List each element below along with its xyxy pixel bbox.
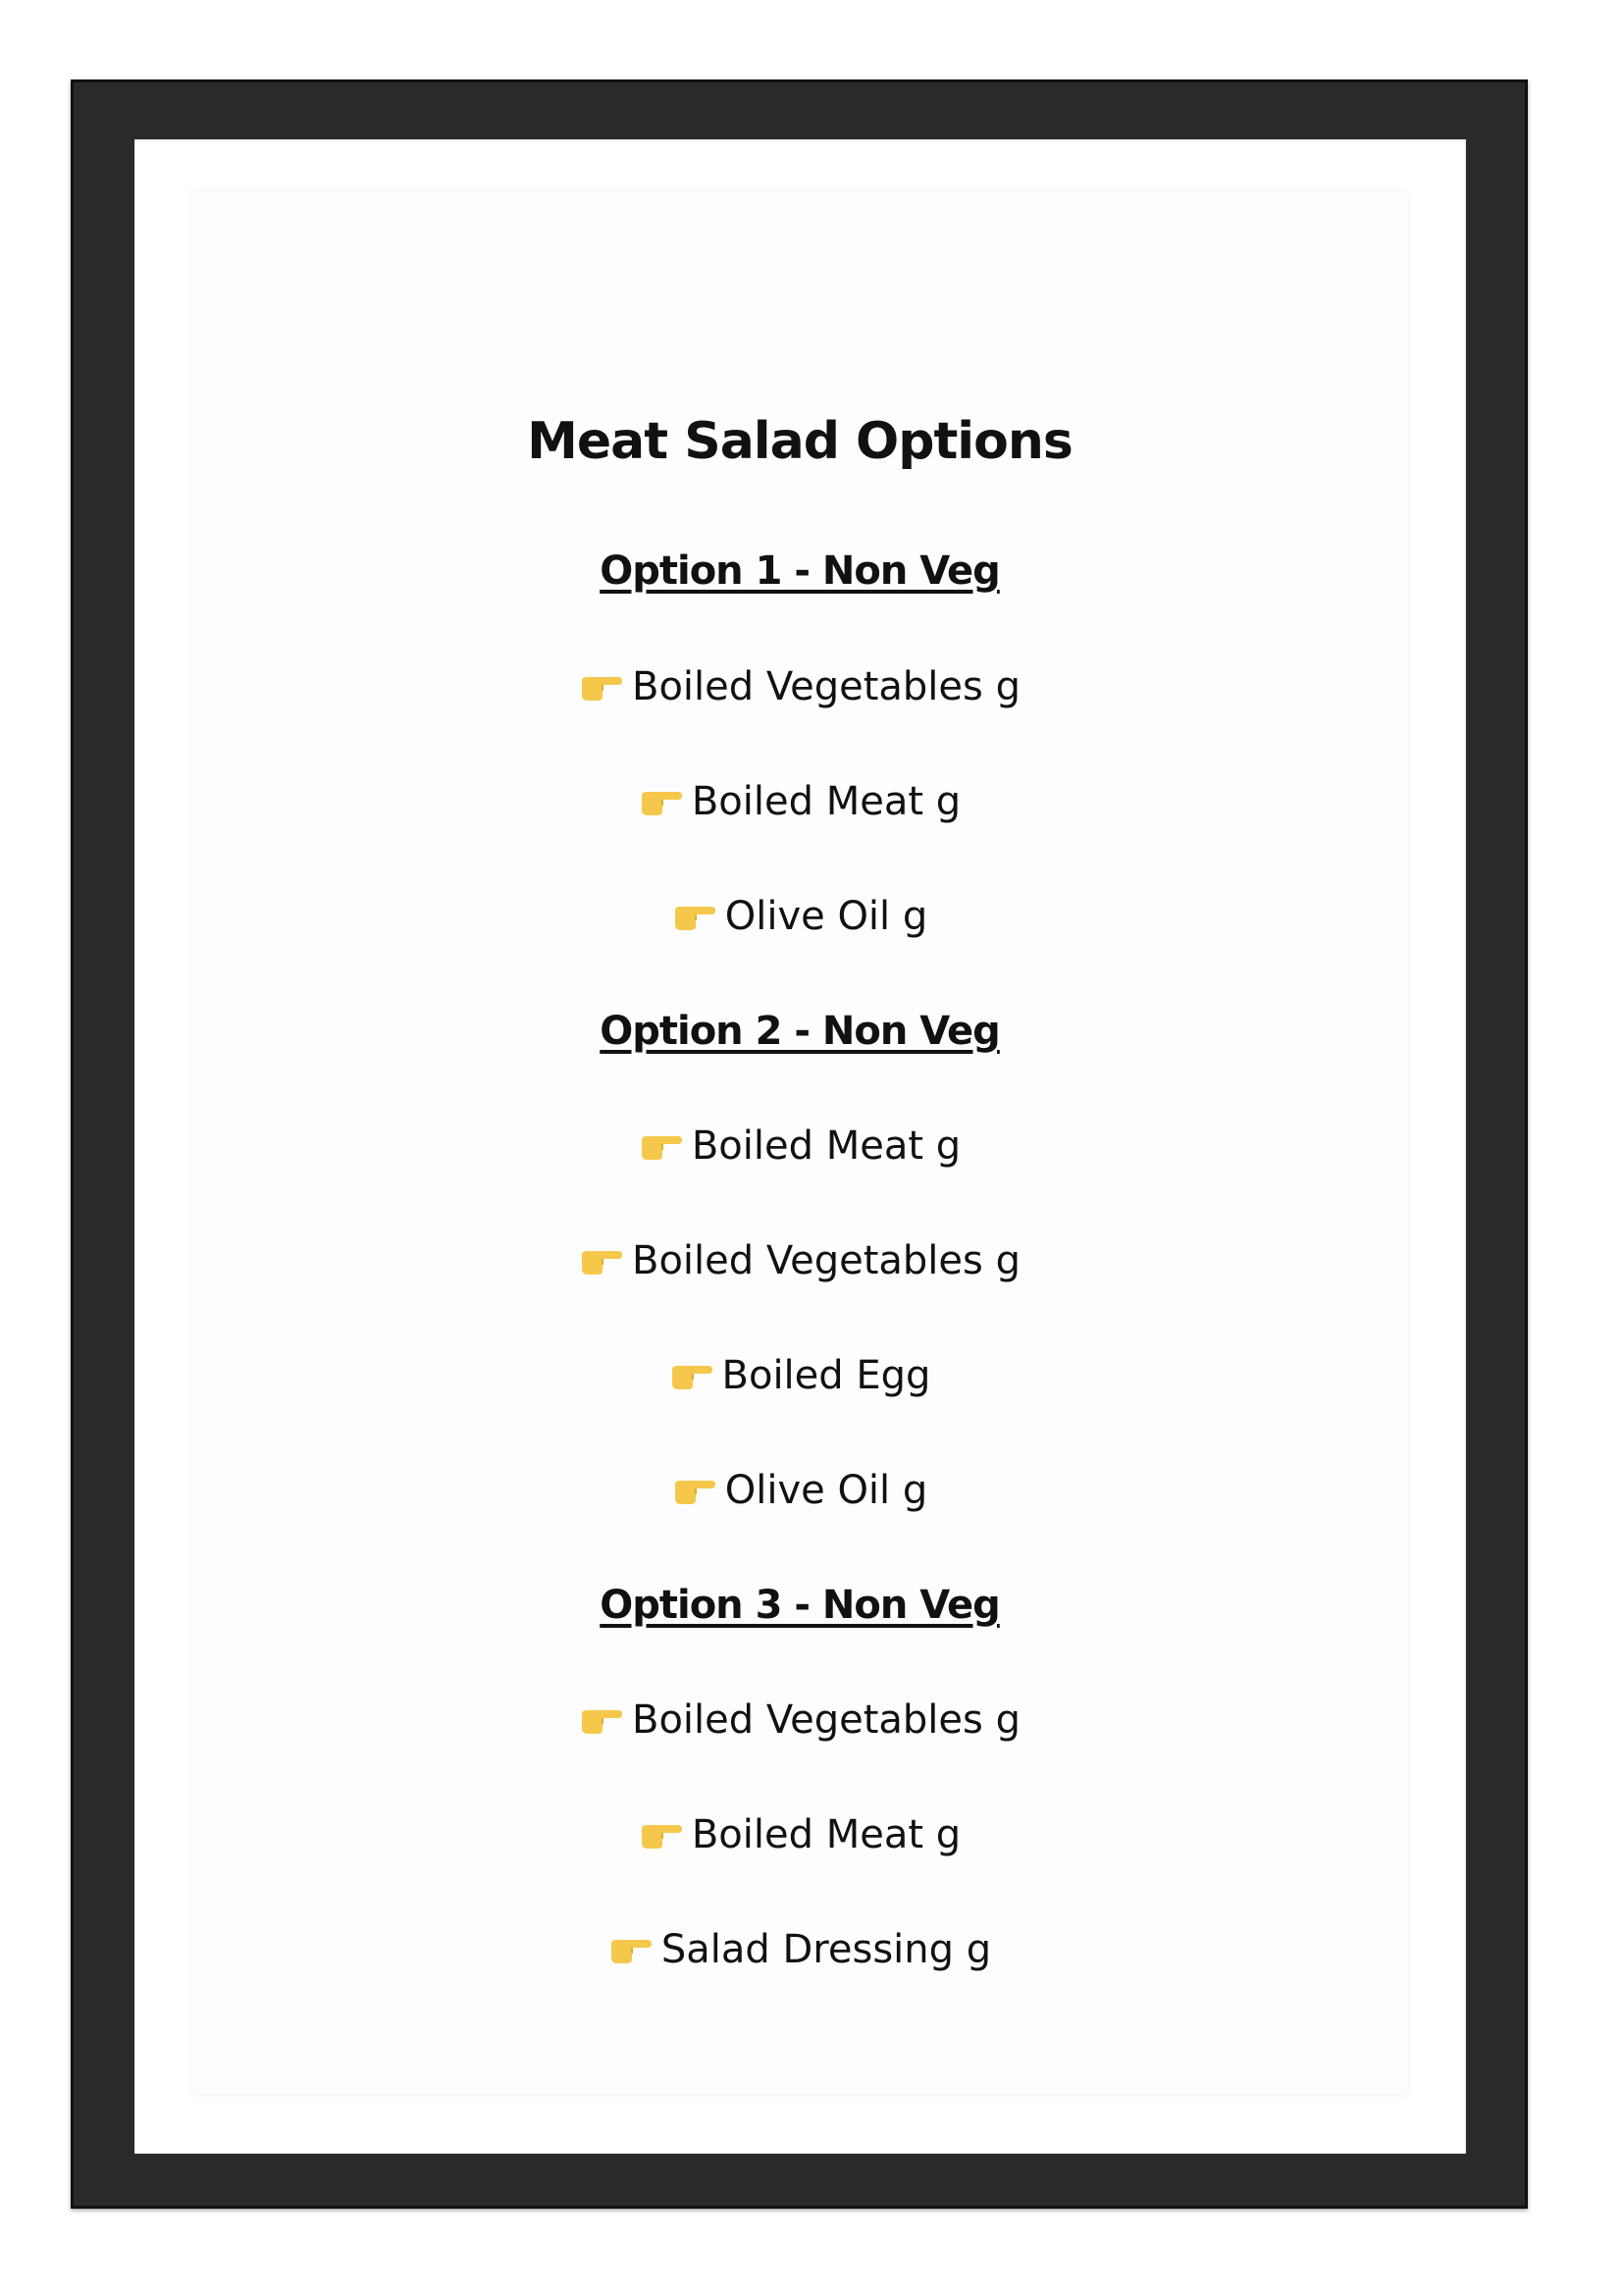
list-item xyxy=(191,1467,1408,1514)
option-2-heading: Option 2 - Non Veg xyxy=(600,1009,1000,1054)
pointing-hand-icon xyxy=(639,1820,682,1850)
list-item xyxy=(191,778,1408,825)
pointing-hand-icon xyxy=(672,902,715,931)
list-item-label: Boiled Vegetables g xyxy=(632,1238,1021,1283)
list-item xyxy=(191,893,1408,940)
list-item-label: Olive Oil g xyxy=(724,894,928,939)
list-item xyxy=(191,1237,1408,1284)
list-item-label: Boiled Meat g xyxy=(691,1812,962,1857)
pointing-hand-icon xyxy=(579,1705,622,1735)
list-item xyxy=(191,1926,1408,1973)
list-item xyxy=(191,663,1408,710)
paper-sheet xyxy=(191,190,1408,2094)
list-item xyxy=(191,1811,1408,1858)
picture-frame xyxy=(71,79,1528,2209)
list-item xyxy=(191,1696,1408,1744)
list-item-label: Boiled Vegetables g xyxy=(632,1697,1021,1743)
list-item-label: Boiled Meat g xyxy=(691,779,962,824)
pointing-hand-icon xyxy=(672,1476,715,1505)
pointing-hand-icon xyxy=(669,1361,712,1390)
list-item-label: Salad Dressing g xyxy=(660,1927,992,1972)
pointing-hand-icon xyxy=(608,1935,652,1964)
pointing-hand-icon xyxy=(639,787,682,816)
option-3-heading: Option 3 - Non Veg xyxy=(600,1583,1000,1628)
option-1-heading: Option 1 - Non Veg xyxy=(600,548,1000,594)
pointing-hand-icon xyxy=(579,1246,622,1276)
list-item-label: Boiled Vegetables g xyxy=(632,664,1021,709)
page-title: Meat Salad Options xyxy=(527,412,1073,471)
list-item-label: Boiled Egg xyxy=(721,1353,931,1398)
list-item xyxy=(191,1122,1408,1170)
list-item-label: Olive Oil g xyxy=(724,1468,928,1513)
list-item xyxy=(191,1352,1408,1399)
pointing-hand-icon xyxy=(579,672,622,702)
pointing-hand-icon xyxy=(639,1131,682,1161)
frame-mat xyxy=(134,139,1466,2154)
list-item-label: Boiled Meat g xyxy=(691,1123,962,1169)
